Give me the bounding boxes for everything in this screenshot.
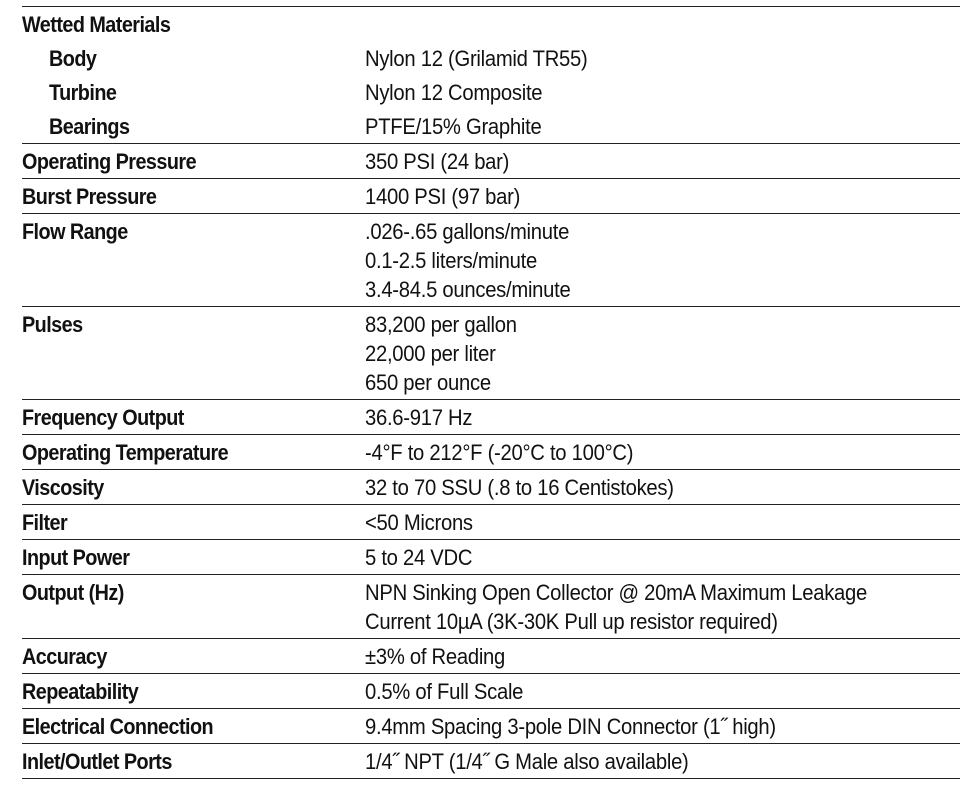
spec-row <box>22 708 960 743</box>
spec-row <box>22 399 960 434</box>
spec-label: Inlet/Outlet Ports <box>22 749 172 774</box>
spec-value: 0.1-2.5 liters/minute <box>365 248 537 273</box>
spec-value: 0.5% of Full Scale <box>365 679 524 704</box>
spec-label: Burst Pressure <box>22 184 157 209</box>
spec-value: 350 PSI (24 bar) <box>365 149 510 174</box>
spec-row <box>22 574 960 638</box>
spec-value: PTFE/15% Graphite <box>365 114 542 139</box>
spec-row <box>22 75 960 109</box>
spec-row <box>22 178 960 213</box>
spec-value: 22,000 per liter <box>365 341 496 366</box>
spec-row <box>22 143 960 178</box>
spec-row <box>22 109 960 143</box>
spec-values <box>365 307 912 399</box>
spec-value: 5 to 24 VDC <box>365 545 473 570</box>
spec-row <box>22 638 960 673</box>
spec-value: 1400 PSI (97 bar) <box>365 184 521 209</box>
spec-row <box>22 504 960 539</box>
spec-row <box>22 743 960 779</box>
spec-label: Filter <box>22 510 68 535</box>
spec-value: 3.4-84.5 ounces/minute <box>365 277 571 302</box>
spec-label: Repeatability <box>22 679 139 704</box>
spec-label: Operating Temperature <box>22 440 229 465</box>
spec-row <box>22 213 960 306</box>
spec-values <box>365 41 912 75</box>
spec-row <box>22 673 960 708</box>
spec-values <box>365 75 912 109</box>
spec-value: 36.6-917 Hz <box>365 405 473 430</box>
spec-label: Bearings <box>49 114 130 139</box>
spec-value: 9.4mm Spacing 3-pole DIN Connector (1˝ high) <box>365 714 776 739</box>
spec-values <box>365 470 912 504</box>
spec-value: 83,200 per gallon <box>365 312 517 337</box>
spec-values <box>365 179 912 213</box>
spec-label: Wetted Materials <box>22 12 171 37</box>
spec-label: Operating Pressure <box>22 149 197 174</box>
spec-value: 1/4˝ NPT (1/4˝ G Male also available) <box>365 749 689 774</box>
spec-values <box>365 400 912 434</box>
spec-values <box>365 674 912 708</box>
spec-label: Accuracy <box>22 644 107 669</box>
spec-row <box>22 6 960 41</box>
spec-label: Flow Range <box>22 219 128 244</box>
spec-table <box>22 6 960 779</box>
spec-label: Input Power <box>22 545 130 570</box>
spec-value: Nylon 12 Composite <box>365 80 543 105</box>
spec-row <box>22 41 960 75</box>
spec-values <box>365 109 912 143</box>
spec-value: 32 to 70 SSU (.8 to 16 Centistokes) <box>365 475 674 500</box>
spec-values <box>365 7 912 12</box>
spec-label: Viscosity <box>22 475 104 500</box>
spec-values <box>365 435 912 469</box>
spec-label: Electrical Connection <box>22 714 214 739</box>
spec-row <box>22 539 960 574</box>
spec-value: <50 Microns <box>365 510 473 535</box>
spec-values <box>365 575 912 638</box>
spec-value: -4°F to 212°F (-20°C to 100°C) <box>365 440 634 465</box>
spec-value: ±3% of Reading <box>365 644 506 669</box>
spec-value: .026-.65 gallons/minute <box>365 219 570 244</box>
spec-values <box>365 214 912 306</box>
spec-values <box>365 540 912 574</box>
spec-label: Output (Hz) <box>22 580 124 605</box>
spec-values <box>365 639 912 673</box>
spec-value: Nylon 12 (Grilamid TR55) <box>365 46 588 71</box>
spec-label: Body <box>49 46 97 71</box>
spec-values <box>365 709 912 743</box>
spec-label: Pulses <box>22 312 83 337</box>
spec-value: 650 per ounce <box>365 370 491 395</box>
spec-row <box>22 469 960 504</box>
spec-values <box>365 505 912 539</box>
spec-value: Current 10µA (3K-30K Pull up resistor required) <box>365 609 778 634</box>
spec-row <box>22 306 960 399</box>
spec-values <box>365 144 912 178</box>
spec-values <box>365 744 912 778</box>
spec-label: Frequency Output <box>22 405 184 430</box>
spec-label: Turbine <box>49 80 117 105</box>
spec-row <box>22 434 960 469</box>
spec-value: NPN Sinking Open Collector @ 20mA Maximum Leakage <box>365 580 868 605</box>
